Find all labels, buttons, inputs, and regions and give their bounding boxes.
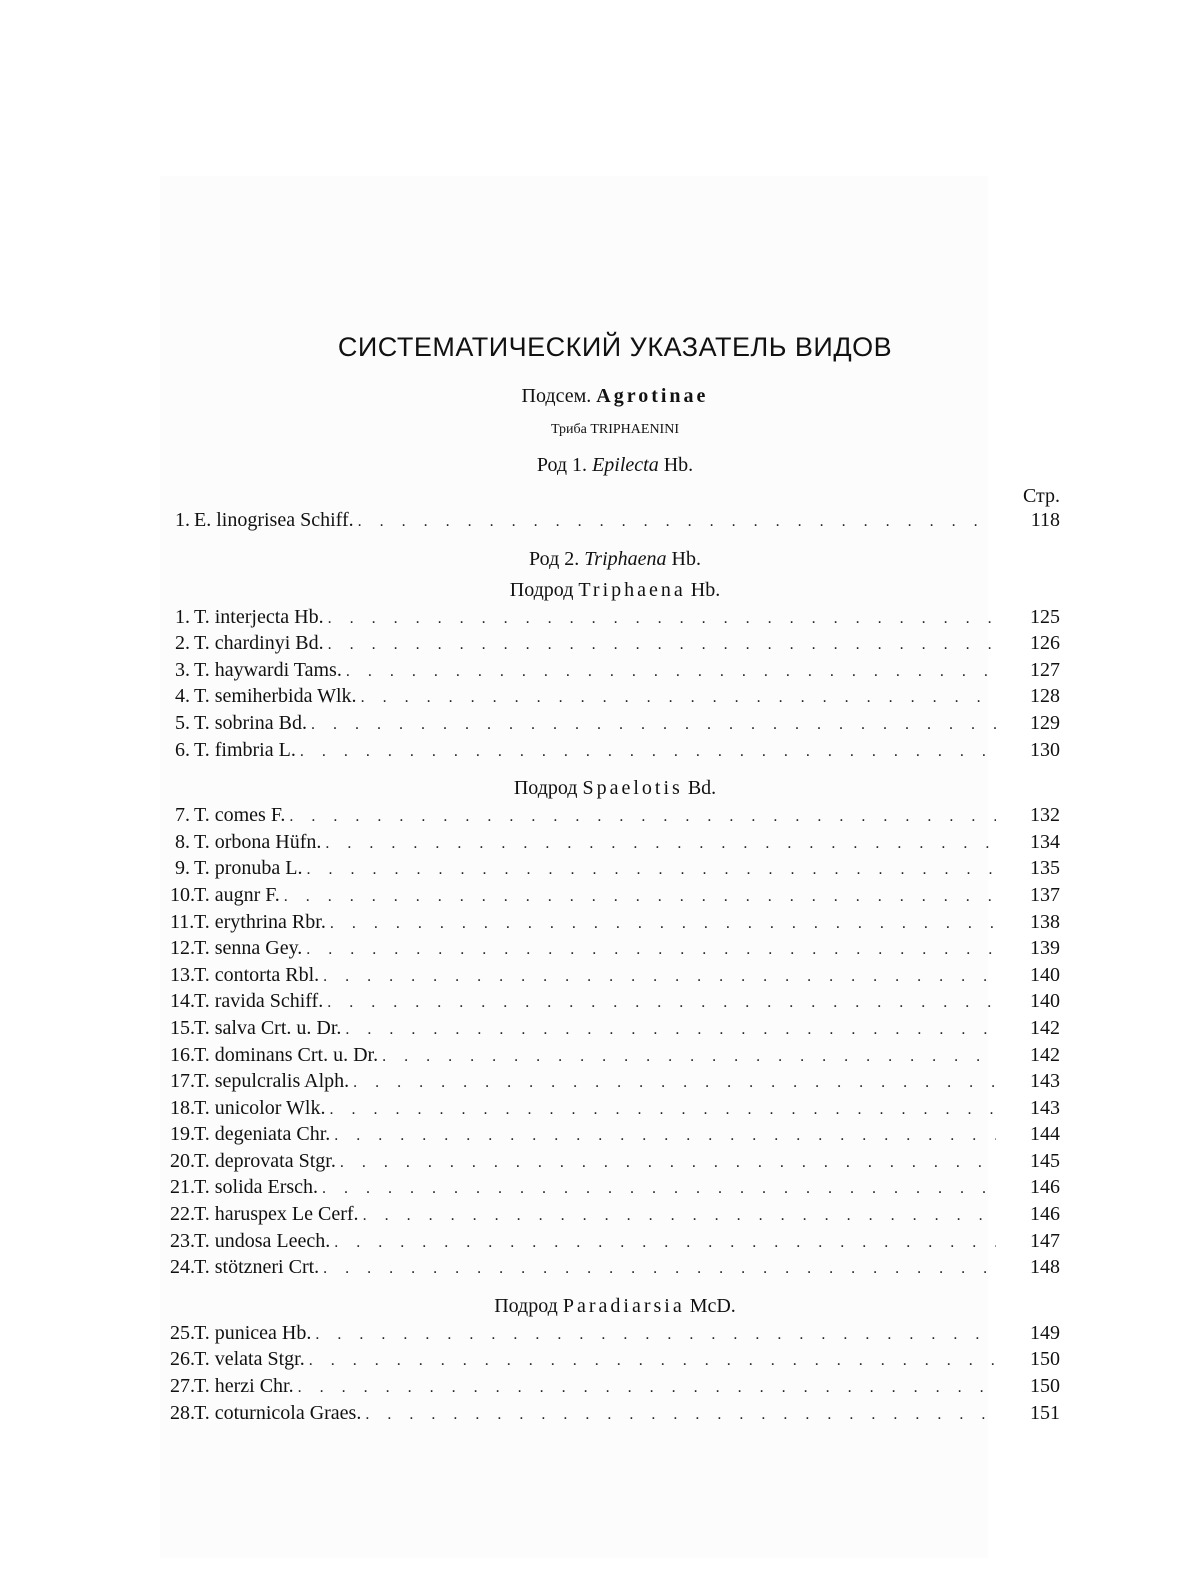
dot-leader <box>323 1256 996 1283</box>
genus-author: Hb. <box>663 454 694 476</box>
subgenus-name: Spaelotis <box>582 777 683 800</box>
subfamily-name: Agrotinae <box>596 385 709 407</box>
index-entry <box>170 882 1060 909</box>
page-column-label: Стр. <box>1022 485 1060 507</box>
page-number: 125 <box>1030 605 1060 628</box>
species-name: T. interjecta Hb. <box>194 605 324 628</box>
page-number: 143 <box>1030 1096 1060 1119</box>
species-name: T. semiherbida Wlk. <box>194 685 357 708</box>
entry-number: 3. <box>175 658 190 681</box>
entry-number: 22. <box>170 1203 195 1226</box>
page-number: 127 <box>1030 658 1060 681</box>
page-number: 140 <box>1030 990 1060 1013</box>
entry-number: 13. <box>170 963 195 986</box>
dot-leader <box>298 1375 996 1402</box>
index-entry <box>170 657 1060 684</box>
entry-number: 4. <box>175 685 190 708</box>
species-name: T. herzi Chr. <box>194 1375 294 1398</box>
subgenus-heading <box>170 579 1060 602</box>
index-entry <box>170 1320 1060 1347</box>
page-number: 130 <box>1030 738 1060 761</box>
species-name: T. senna Gey. <box>194 937 303 960</box>
index-entry <box>170 1095 1060 1122</box>
page-number: 151 <box>1030 1401 1060 1424</box>
species-name: T. deprovata Stgr. <box>194 1149 336 1172</box>
species-name: T. comes F. <box>194 804 286 827</box>
dot-leader <box>300 739 996 766</box>
species-name: T. degeniata Chr. <box>194 1123 331 1146</box>
dot-leader <box>358 509 996 536</box>
dot-leader <box>289 804 996 831</box>
page-number: 139 <box>1030 937 1060 960</box>
page-number: 129 <box>1030 711 1060 734</box>
page-number: 143 <box>1030 1070 1060 1093</box>
index-entry <box>170 710 1060 737</box>
species-name: T. erythrina Rbr. <box>194 910 326 933</box>
species-name: T. unicolor Wlk. <box>194 1096 326 1119</box>
species-name: T. fimbria L. <box>194 738 296 761</box>
dot-leader <box>315 1322 996 1349</box>
genus-author: Hb. <box>671 547 701 570</box>
page-number: 138 <box>1030 910 1060 933</box>
subgenus-entries <box>170 604 1060 764</box>
species-name: T. pronuba L. <box>194 857 303 880</box>
dot-leader <box>323 964 996 991</box>
species-name: T. dominans Crt. u. Dr. <box>194 1043 379 1066</box>
species-name: T. chardinyi Bd. <box>194 632 324 655</box>
index-entry <box>170 909 1060 936</box>
species-name: T. coturnicola Graes. <box>194 1401 362 1424</box>
index-entry <box>170 683 1060 710</box>
page-number: 134 <box>1030 830 1060 853</box>
species-name: T. solida Ersch. <box>194 1176 319 1199</box>
species-name: T. haywardi Tams. <box>194 658 342 681</box>
page-number: 150 <box>1030 1348 1060 1371</box>
dot-leader <box>330 911 996 938</box>
genus-prefix: Род 2. <box>529 547 580 570</box>
index-entry <box>170 507 1060 534</box>
genus-prefix: Род 1. <box>536 454 588 476</box>
subgenus-prefix: Подрод <box>513 777 578 800</box>
species-name: T. salva Crt. u. Dr. <box>194 1016 342 1039</box>
genus-name: Epilecta <box>592 454 659 476</box>
entry-number: 24. <box>170 1256 195 1279</box>
subgenus-heading <box>170 777 1060 800</box>
dot-leader <box>353 1070 996 1097</box>
index-entry <box>170 737 1060 764</box>
subgenus-heading <box>170 1295 1060 1318</box>
entry-number: 14. <box>170 990 195 1013</box>
dot-leader <box>382 1044 996 1071</box>
entry-number: 7. <box>175 804 190 827</box>
dot-leader <box>361 685 996 712</box>
entry-number: 26. <box>170 1348 195 1371</box>
entry-number: 1. <box>175 509 190 531</box>
species-index-page <box>170 332 1060 1440</box>
species-name: T. punicea Hb. <box>194 1321 312 1344</box>
index-entry <box>170 802 1060 829</box>
index-entry <box>170 1042 1060 1069</box>
entry-number: 2. <box>175 632 190 655</box>
dot-leader <box>306 937 996 964</box>
dot-leader <box>345 1017 996 1044</box>
dot-leader <box>325 831 996 858</box>
page-number: 149 <box>1030 1321 1060 1344</box>
index-entry <box>170 630 1060 657</box>
page-number: 137 <box>1030 883 1060 906</box>
entry-number: 23. <box>170 1229 195 1252</box>
species-name: T. contorta Rbl. <box>194 963 320 986</box>
page-number: 118 <box>1030 509 1060 531</box>
entry-number: 6. <box>175 738 190 761</box>
page-number: 140 <box>1030 963 1060 986</box>
page-number: 144 <box>1030 1123 1060 1146</box>
subgenus-author: McD. <box>689 1294 736 1317</box>
dot-leader <box>307 857 997 884</box>
page-number: 148 <box>1030 1256 1060 1279</box>
page-number: 142 <box>1030 1043 1060 1066</box>
subgenus-entries <box>170 1320 1060 1426</box>
index-entry <box>170 1068 1060 1095</box>
dot-leader <box>334 1123 996 1150</box>
page-number: 142 <box>1030 1016 1060 1039</box>
index-entry <box>170 1373 1060 1400</box>
page-number: 146 <box>1030 1176 1060 1199</box>
genus-heading <box>170 454 1060 477</box>
genus-1-entries <box>170 507 1060 534</box>
subfamily-heading <box>170 385 1060 408</box>
dot-leader <box>365 1402 996 1429</box>
page-number: 135 <box>1030 857 1060 880</box>
species-name: E. linogrisea Schiff. <box>194 509 354 531</box>
species-name: T. sobrina Bd. <box>194 711 307 734</box>
index-entry <box>170 1201 1060 1228</box>
species-name: T. velata Stgr. <box>194 1348 305 1371</box>
index-entry <box>170 604 1060 631</box>
species-name: T. augnr F. <box>194 883 280 906</box>
subgenus-author: Bd. <box>687 777 717 800</box>
index-entry <box>170 829 1060 856</box>
dot-leader <box>334 1230 996 1257</box>
subgenera-container <box>170 579 1060 1427</box>
dot-leader <box>329 1097 996 1124</box>
species-name: T. stötzneri Crt. <box>194 1256 320 1279</box>
entry-number: 17. <box>170 1070 195 1093</box>
entry-number: 18. <box>170 1096 195 1119</box>
entry-number: 21. <box>170 1176 195 1199</box>
index-entry <box>170 962 1060 989</box>
index-entry <box>170 1121 1060 1148</box>
genus-heading <box>170 548 1060 571</box>
index-entry <box>170 1400 1060 1427</box>
page-number: 150 <box>1030 1375 1060 1398</box>
entry-number: 20. <box>170 1149 195 1172</box>
tribe-heading: Триба TRIPHAENINI <box>550 422 679 437</box>
index-entry <box>170 988 1060 1015</box>
dot-leader <box>346 659 996 686</box>
entry-number: 12. <box>170 937 195 960</box>
dot-leader <box>311 712 996 739</box>
entry-number: 11. <box>170 910 195 933</box>
page-number: 147 <box>1030 1229 1060 1252</box>
dot-leader <box>328 632 996 659</box>
index-entry <box>170 1148 1060 1175</box>
dot-leader <box>328 606 996 633</box>
genus-name: Triphaena <box>584 547 667 570</box>
index-entry <box>170 1254 1060 1281</box>
dot-leader <box>327 990 996 1017</box>
subgenus-prefix: Подрод <box>494 1294 558 1317</box>
page-number: 146 <box>1030 1203 1060 1226</box>
page-number: 128 <box>1030 685 1060 708</box>
page-number: 145 <box>1030 1149 1060 1172</box>
subgenus-name: Paradiarsia <box>562 1294 685 1317</box>
index-entry <box>170 935 1060 962</box>
species-name: T. undosa Leech. <box>194 1229 331 1252</box>
subgenus-entries <box>170 802 1060 1281</box>
index-entry <box>170 1174 1060 1201</box>
subgenus-name: Triphaena <box>578 578 686 601</box>
subgenus-author: Hb. <box>690 578 721 601</box>
species-name: T. orbona Hüfn. <box>194 830 322 853</box>
index-entry <box>170 1015 1060 1042</box>
species-name: T. haruspex Le Cerf. <box>194 1203 359 1226</box>
entry-number: 25. <box>170 1321 195 1344</box>
entry-number: 27. <box>170 1375 195 1398</box>
dot-leader <box>284 884 996 911</box>
dot-leader <box>309 1348 996 1375</box>
dot-leader <box>363 1203 996 1230</box>
index-entry <box>170 855 1060 882</box>
species-name: T. ravida Schiff. <box>194 990 324 1013</box>
dot-leader <box>340 1150 996 1177</box>
entry-number: 5. <box>175 711 190 734</box>
entry-number: 28. <box>170 1401 195 1424</box>
entry-number: 9. <box>175 857 190 880</box>
entry-number: 19. <box>170 1123 195 1146</box>
entry-number: 8. <box>175 830 190 853</box>
species-name: T. sepulcralis Alph. <box>194 1070 350 1093</box>
index-entry <box>170 1346 1060 1373</box>
page-title: СИСТЕМАТИЧЕСКИЙ УКАЗАТЕЛЬ ВИДОВ <box>337 332 893 362</box>
entry-number: 1. <box>175 605 190 628</box>
entry-number: 10. <box>170 883 195 906</box>
page-number: 126 <box>1030 632 1060 655</box>
page-number: 132 <box>1030 804 1060 827</box>
entry-number: 15. <box>170 1016 195 1039</box>
subfamily-prefix: Подсем. <box>521 385 592 407</box>
dot-leader <box>322 1176 996 1203</box>
index-entry <box>170 1228 1060 1255</box>
entry-number: 16. <box>170 1043 195 1066</box>
subgenus-prefix: Подрод <box>509 578 574 601</box>
